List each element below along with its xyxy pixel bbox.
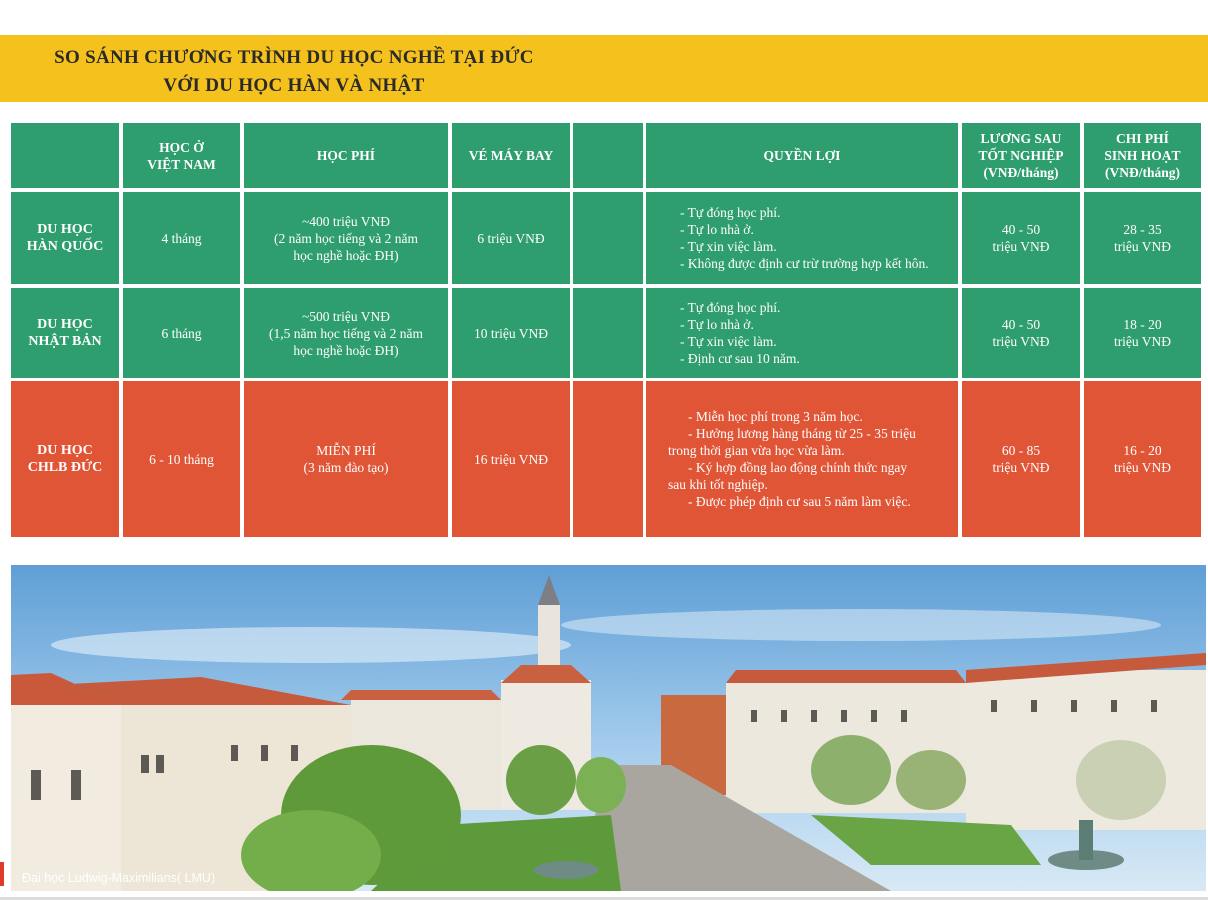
title-line-1: SO SÁNH CHƯƠNG TRÌNH DU HỌC NGHỀ TẠI ĐỨC [54, 47, 534, 68]
row-germany-tuition-line2: (3 năm đào tạo) [303, 460, 389, 475]
row-korea-salary [962, 192, 1080, 284]
benefit-item: - Tự lo nhà ở. [680, 317, 754, 332]
benefit-item: sau khi tốt nghiệp. [668, 477, 768, 492]
row-germany-living-unit: triệu VNĐ [1113, 460, 1172, 475]
row-germany-salary-value: 60 - 85 [1001, 443, 1041, 458]
row-germany-ticket: 16 triệu VNĐ [452, 381, 570, 537]
row-germany-name [11, 381, 119, 537]
benefit-item: - Tự đóng học phí. [680, 205, 781, 220]
row-korea-living-unit: triệu VNĐ [1113, 239, 1172, 254]
title-banner [0, 35, 1208, 102]
benefit-item: - Tự lo nhà ở. [680, 222, 754, 237]
row-germany-living [1084, 381, 1201, 537]
title-line-2: VỚI DU HỌC HÀN VÀ NHẬT [163, 75, 425, 96]
header-salary-line1: LƯƠNG SAU [980, 131, 1062, 146]
photo-caption: Đại học Ludwig-Maximilians( LMU) [22, 871, 216, 885]
row-japan-salary-unit: triệu VNĐ [992, 334, 1050, 349]
row-germany-tuition [244, 381, 448, 537]
row-korea-salary-value: 40 - 50 [1001, 222, 1041, 237]
campus-photo [11, 565, 1206, 891]
row-korea-tuition-line2: (2 năm học tiếng và 2 năm [274, 230, 418, 246]
row-germany-name-line2: CHLB ĐỨC [27, 460, 103, 475]
benefit-item: - Tự xin việc làm. [680, 334, 777, 349]
row-korea-living [1084, 192, 1201, 284]
header-study-vn-line2: VIỆT NAM [147, 156, 216, 172]
benefit-item: - Được phép định cư sau 5 năm làm việc. [688, 494, 911, 509]
row-japan-living-value: 18 - 20 [1123, 317, 1162, 332]
row-korea-study-vn: 4 tháng [123, 192, 240, 284]
row-japan-blank [573, 288, 643, 378]
benefit-item: - Miễn học phí trong 3 năm học. [688, 409, 863, 424]
row-korea-tuition-line3: học nghề hoặc ĐH) [293, 247, 399, 263]
header-tuition: HỌC PHÍ [244, 123, 448, 188]
row-japan-salary [962, 288, 1080, 378]
row-japan-tuition [244, 288, 448, 378]
header-blank [573, 123, 643, 188]
row-japan-salary-value: 40 - 50 [1001, 317, 1041, 332]
row-japan-benefits [646, 288, 958, 378]
header-living-line1: CHI PHÍ [1116, 131, 1169, 146]
row-korea-salary-unit: triệu VNĐ [992, 239, 1050, 254]
header-living-line2: SINH HOẠT [1104, 148, 1181, 163]
row-japan-ticket: 10 triệu VNĐ [452, 288, 570, 378]
header-corner [11, 123, 119, 188]
row-germany-living-value: 16 - 20 [1123, 443, 1162, 458]
row-germany-study-vn: 6 - 10 tháng [123, 381, 240, 537]
header-study-vn-line1: HỌC Ở [159, 139, 204, 155]
row-japan-name-line1: DU HỌC [37, 317, 93, 332]
header-living-unit: (VNĐ/tháng) [1104, 165, 1180, 180]
benefit-item: - Tự đóng học phí. [680, 300, 781, 315]
row-germany-tuition-line1: MIỄN PHÍ [316, 443, 376, 458]
row-korea-tuition-line1: ~400 triệu VNĐ [301, 213, 391, 229]
row-germany-salary-unit: triệu VNĐ [992, 460, 1050, 475]
row-germany-blank [573, 381, 643, 537]
header-ticket: VÉ MÁY BAY [452, 123, 570, 188]
benefit-item: - Ký hợp đồng lao động chính thức ngay [688, 460, 908, 475]
row-korea-tuition [244, 192, 448, 284]
header-benefits: QUYỀN LỢI [646, 123, 958, 188]
row-japan-name [11, 288, 119, 378]
row-korea-name-line1: DU HỌC [37, 222, 93, 237]
row-germany-salary [962, 381, 1080, 537]
row-korea-ticket: 6 triệu VNĐ [452, 192, 570, 284]
row-korea-name-line2: HÀN QUỐC [26, 239, 104, 254]
benefit-item: trong thời gian vừa học vừa làm. [668, 443, 845, 458]
row-germany-name-line1: DU HỌC [37, 443, 93, 458]
caption-marker [0, 862, 4, 886]
header-salary [962, 123, 1080, 188]
row-korea-name [11, 192, 119, 284]
row-korea-benefits [646, 192, 958, 284]
header-living [1084, 123, 1201, 188]
row-japan-tuition-line3: học nghề hoặc ĐH) [293, 342, 399, 358]
benefit-item: - Không được định cư trừ trường hợp kết hôn. [680, 256, 929, 271]
header-salary-line2: TỐT NGHIỆP [978, 148, 1064, 163]
row-japan-tuition-line1: ~500 triệu VNĐ [301, 308, 391, 324]
row-japan-living [1084, 288, 1201, 378]
row-korea-blank [573, 192, 643, 284]
benefit-item: - Tự xin việc làm. [680, 239, 777, 254]
benefit-item: - Định cư sau 10 năm. [680, 351, 800, 366]
campus-illustration [11, 565, 1206, 891]
benefit-item: - Hưởng lương hàng tháng từ 25 - 35 triệu [688, 426, 916, 441]
row-germany-benefits [646, 381, 958, 537]
row-japan-study-vn: 6 tháng [123, 288, 240, 378]
header-salary-unit: (VNĐ/tháng) [983, 165, 1059, 180]
row-japan-name-line2: NHẬT BẢN [28, 334, 102, 349]
row-korea-living-value: 28 - 35 [1123, 222, 1162, 237]
row-japan-living-unit: triệu VNĐ [1113, 334, 1172, 349]
row-japan-tuition-line2: (1,5 năm học tiếng và 2 năm [268, 325, 424, 341]
header-study-vn [123, 123, 240, 188]
